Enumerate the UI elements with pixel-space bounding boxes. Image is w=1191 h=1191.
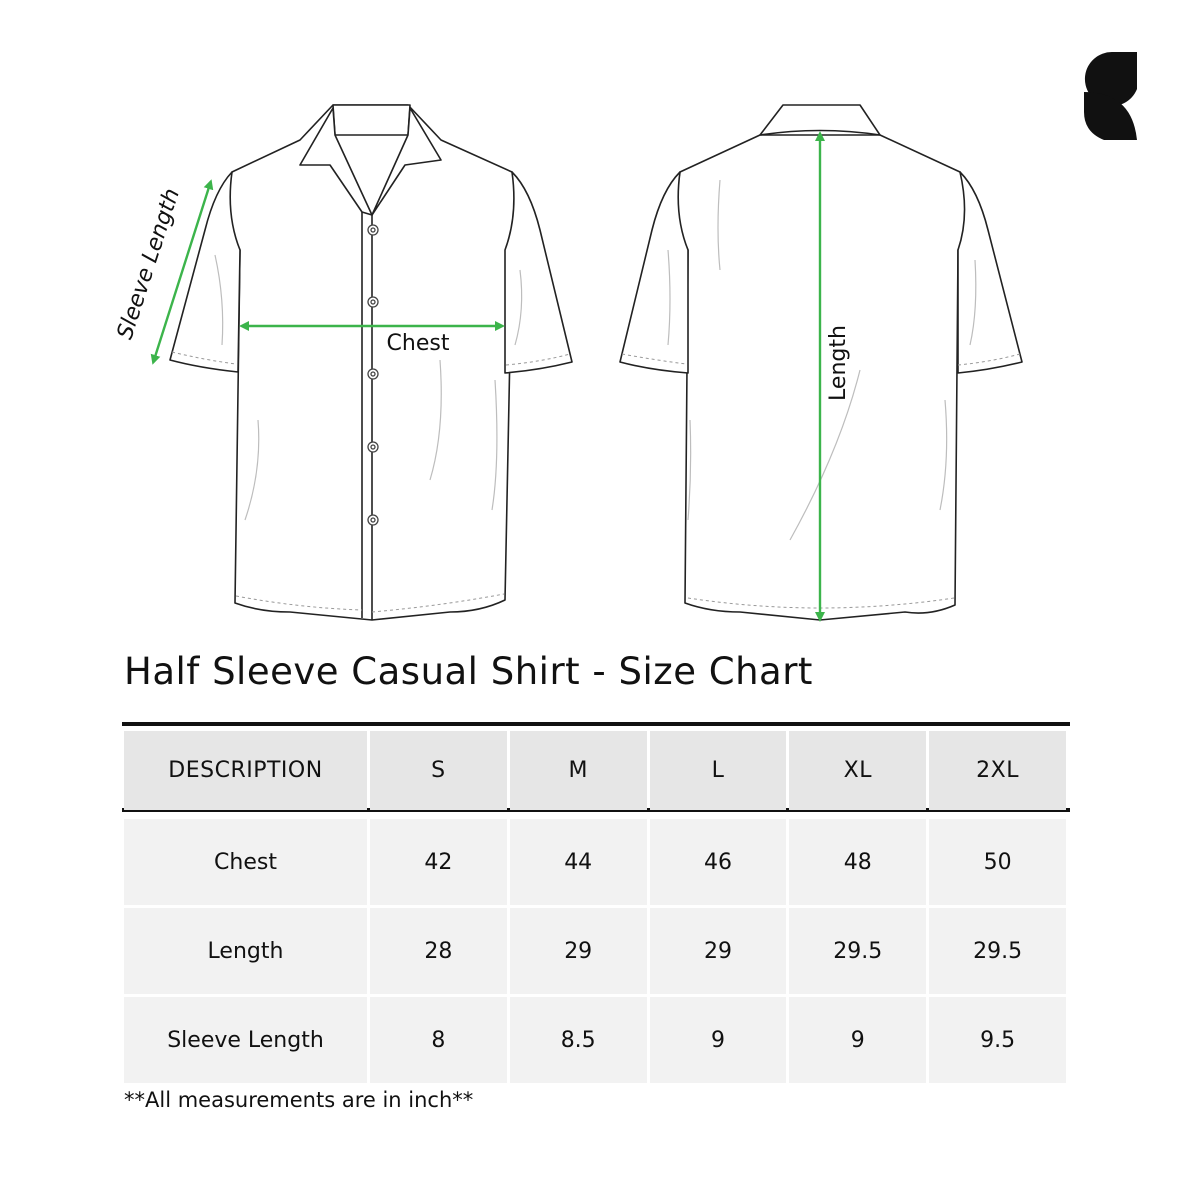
row-label-chest: Chest (124, 819, 367, 905)
front-shirt-drawing (170, 105, 572, 620)
table-row (124, 997, 1066, 1083)
size-chart-table (121, 728, 1069, 1086)
row-label-sleeve-length: Sleeve Length (124, 997, 367, 1083)
table-cell: 8 (370, 997, 507, 1083)
table-cell: 9.5 (929, 997, 1066, 1083)
table-top-rule (122, 722, 1070, 726)
table-cell: 50 (929, 819, 1066, 905)
row-label-length: Length (124, 908, 367, 994)
table-cell: 29.5 (929, 908, 1066, 994)
table-cell: 48 (789, 819, 926, 905)
header-size-s: S (370, 731, 507, 810)
table-cell: 42 (370, 819, 507, 905)
table-cell: 29 (510, 908, 647, 994)
header-size-l: L (650, 731, 787, 810)
chest-label: Chest (386, 331, 450, 356)
table-row (124, 908, 1066, 994)
table-cell: 29 (650, 908, 787, 994)
table-row (124, 819, 1066, 905)
header-size-m: M (510, 731, 647, 810)
table-cell: 8.5 (510, 997, 647, 1083)
table-cell: 9 (650, 997, 787, 1083)
measurement-footnote: **All measurements are in inch** (124, 1088, 474, 1112)
sleeve-length-label: Sleeve Length (112, 185, 185, 343)
page-title: Half Sleeve Casual Shirt - Size Chart (124, 650, 813, 693)
table-cell: 9 (789, 997, 926, 1083)
table-cell: 29.5 (789, 908, 926, 994)
table-header-row (124, 731, 1066, 810)
table-cell: 46 (650, 819, 787, 905)
brand-logo-icon (1084, 52, 1140, 140)
header-size-2xl: 2XL (929, 731, 1066, 810)
table-cell: 28 (370, 908, 507, 994)
header-description: DESCRIPTION (124, 731, 367, 810)
length-label: Length (826, 325, 851, 401)
table-cell: 44 (510, 819, 647, 905)
header-size-xl: XL (789, 731, 926, 810)
